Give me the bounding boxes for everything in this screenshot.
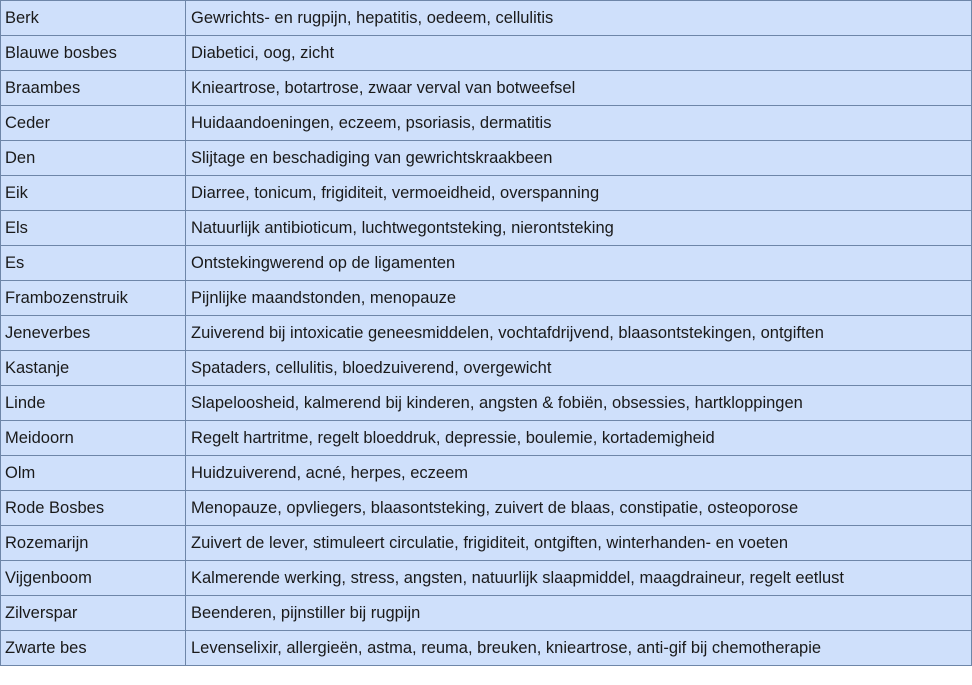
plant-name-cell: Blauwe bosbes	[1, 36, 186, 71]
plant-uses-cell: Gewrichts- en rugpijn, hepatitis, oedeem, cellulitis	[186, 1, 972, 36]
plant-uses-cell: Kalmerende werking, stress, angsten, natuurlijk slaapmiddel, maagdraineur, regelt eetlust	[186, 561, 972, 596]
table-row	[1, 421, 972, 456]
plant-name-cell: Olm	[1, 456, 186, 491]
table-row	[1, 386, 972, 421]
table-row	[1, 246, 972, 281]
plant-name-cell: Rode Bosbes	[1, 491, 186, 526]
plant-uses-cell: Regelt hartritme, regelt bloeddruk, depressie, boulemie, kortademigheid	[186, 421, 972, 456]
plant-uses-cell: Knieartrose, botartrose, zwaar verval van botweefsel	[186, 71, 972, 106]
plant-uses-cell: Pijnlijke maandstonden, menopauze	[186, 281, 972, 316]
plant-uses-cell: Spataders, cellulitis, bloedzuiverend, overgewicht	[186, 351, 972, 386]
plant-uses-cell: Slijtage en beschadiging van gewrichtskraakbeen	[186, 141, 972, 176]
table-row	[1, 141, 972, 176]
table-row	[1, 596, 972, 631]
remedies-table-body	[1, 1, 972, 666]
table-row	[1, 211, 972, 246]
plant-uses-cell: Natuurlijk antibioticum, luchtwegontsteking, nierontsteking	[186, 211, 972, 246]
plant-name-cell: Els	[1, 211, 186, 246]
plant-name-cell: Zilverspar	[1, 596, 186, 631]
plant-name-cell: Den	[1, 141, 186, 176]
table-row	[1, 281, 972, 316]
plant-uses-cell: Zuiverend bij intoxicatie geneesmiddelen, vochtafdrijvend, blaasontstekingen, ontgiften	[186, 316, 972, 351]
plant-name-cell: Vijgenboom	[1, 561, 186, 596]
table-row	[1, 631, 972, 666]
table-row	[1, 1, 972, 36]
table-row	[1, 456, 972, 491]
table-row	[1, 526, 972, 561]
table-row	[1, 491, 972, 526]
plant-name-cell: Es	[1, 246, 186, 281]
table-row	[1, 36, 972, 71]
plant-name-cell: Linde	[1, 386, 186, 421]
table-row	[1, 71, 972, 106]
plant-uses-cell: Levenselixir, allergieën, astma, reuma, breuken, knieartrose, anti-gif bij chemotherapie	[186, 631, 972, 666]
plant-uses-cell: Zuivert de lever, stimuleert circulatie, frigiditeit, ontgiften, winterhanden- en voeten	[186, 526, 972, 561]
plant-name-cell: Meidoorn	[1, 421, 186, 456]
plant-name-cell: Berk	[1, 1, 186, 36]
plant-uses-cell: Diabetici, oog, zicht	[186, 36, 972, 71]
plant-uses-cell: Diarree, tonicum, frigiditeit, vermoeidheid, overspanning	[186, 176, 972, 211]
plant-uses-cell: Slapeloosheid, kalmerend bij kinderen, angsten & fobiën, obsessies, hartkloppingen	[186, 386, 972, 421]
plant-uses-cell: Ontstekingwerend op de ligamenten	[186, 246, 972, 281]
plant-name-cell: Eik	[1, 176, 186, 211]
plant-name-cell: Jeneverbes	[1, 316, 186, 351]
plant-uses-cell: Huidzuiverend, acné, herpes, eczeem	[186, 456, 972, 491]
plant-uses-cell: Menopauze, opvliegers, blaasontsteking, zuivert de blaas, constipatie, osteoporose	[186, 491, 972, 526]
plant-name-cell: Kastanje	[1, 351, 186, 386]
table-row	[1, 351, 972, 386]
plant-name-cell: Ceder	[1, 106, 186, 141]
table-row	[1, 176, 972, 211]
plant-name-cell: Frambozenstruik	[1, 281, 186, 316]
plant-name-cell: Rozemarijn	[1, 526, 186, 561]
plant-name-cell: Braambes	[1, 71, 186, 106]
table-row	[1, 106, 972, 141]
table-row	[1, 316, 972, 351]
plant-name-cell: Zwarte bes	[1, 631, 186, 666]
plant-uses-cell: Beenderen, pijnstiller bij rugpijn	[186, 596, 972, 631]
table-row	[1, 561, 972, 596]
plant-uses-cell: Huidaandoeningen, eczeem, psoriasis, dermatitis	[186, 106, 972, 141]
